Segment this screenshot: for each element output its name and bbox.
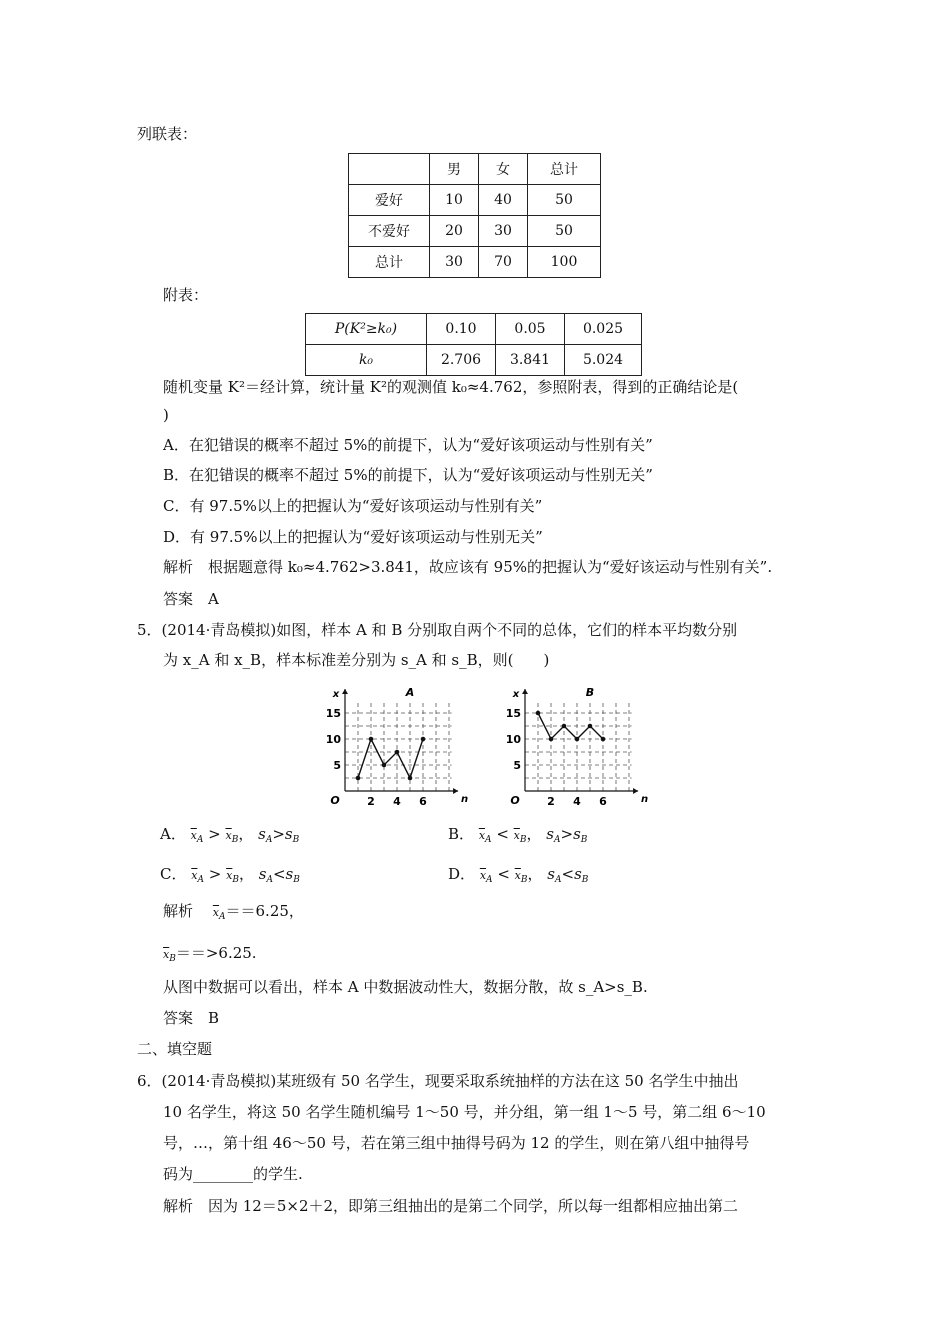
q4-answer: 答案 A — [163, 590, 219, 608]
subscript: A — [265, 835, 273, 845]
q6-line-1: 6．(2014·青岛模拟)某班级有 50 名学生，现要采取系统抽样的方法在这 50 名学生中抽出 — [137, 1072, 739, 1090]
subscript: A — [485, 835, 492, 845]
relation: > — [208, 825, 221, 843]
series-line — [358, 739, 423, 778]
q5-option-d: D． $\overline{x}_A < \overline{x}_B$， $s_A<s_B$ — [448, 865, 589, 885]
subscript: A — [554, 835, 561, 845]
analysis-label: 解析 — [163, 902, 194, 920]
mean-symbol: $\overline{x}$ — [163, 948, 170, 961]
q5-analysis-2 — [163, 943, 257, 969]
section-heading: 二、填空题 — [137, 1040, 213, 1058]
table-cell: 总计 — [528, 154, 601, 185]
q5-option-a: A． $\overline{x}_A > \overline{x}_B$， $s_A>s_B$ — [160, 825, 300, 845]
y-axis-label: x — [512, 689, 520, 700]
chart-title: A — [405, 686, 415, 699]
sd-symbol: s — [258, 865, 267, 883]
mean-symbol: $\overline{x}$ — [226, 869, 233, 882]
sd-symbol: s — [546, 825, 554, 843]
q4-stem-close: ) — [163, 406, 169, 424]
subscript: B — [169, 954, 176, 964]
table-cell: 40 — [479, 185, 528, 216]
x-tick-label: 2 — [367, 795, 375, 808]
table-cell: 0.025 — [565, 314, 642, 345]
y-axis-label: x — [332, 689, 340, 700]
data-point — [395, 750, 400, 755]
table-row — [349, 216, 601, 247]
relation: < — [497, 865, 510, 883]
sd-symbol: s — [574, 865, 582, 883]
data-point — [549, 737, 554, 742]
relation: < — [561, 865, 575, 883]
q5-option-c: C． $\overline{x}_A > \overline{x}_B$， $s_A<s_B$ — [160, 865, 300, 885]
x-axis-arrow — [453, 788, 458, 794]
q5-option-b: B． $\overline{x}_A < \overline{x}_B$， $s_A>s_B$ — [448, 825, 588, 845]
table-cell: 女 — [479, 154, 528, 185]
mean-symbol: $\overline{x}$ — [190, 829, 197, 842]
relation: > — [560, 825, 574, 843]
q4-option-d: D．有 97.5%以上的把握认为“爱好该项运动与性别无关” — [163, 528, 543, 546]
y-tick-label: 10 — [325, 733, 341, 746]
q6-line-4: 码为________的学生. — [163, 1165, 303, 1183]
sd-symbol: s — [258, 825, 266, 843]
option-letter: A． — [160, 825, 186, 843]
subscript: A — [219, 912, 226, 922]
table-cell: 5.024 — [565, 345, 642, 376]
table-row — [306, 345, 642, 376]
appendix-table — [305, 313, 642, 376]
subscript: B — [293, 875, 300, 885]
table-cell: 10 — [430, 185, 479, 216]
table-cell: P(K²≥k₀) — [306, 314, 427, 345]
subscript: A — [266, 875, 273, 885]
x-axis-arrow — [633, 788, 638, 794]
y-tick-label: 10 — [505, 733, 521, 746]
table-cell: 100 — [528, 247, 601, 278]
y-axis-arrow — [342, 689, 348, 694]
mean-symbol: $\overline{x}$ — [191, 869, 198, 882]
subscript: B — [519, 835, 527, 845]
table-cell: 男 — [430, 154, 479, 185]
table-cell: 50 — [528, 185, 601, 216]
origin-label: O — [510, 794, 520, 807]
subscript: A — [196, 835, 204, 845]
data-point — [588, 724, 593, 729]
data-point — [356, 776, 361, 781]
y-axis-arrow — [522, 689, 528, 694]
data-point — [408, 776, 413, 781]
q5-answer: 答案 B — [163, 1009, 220, 1027]
chart-b — [503, 683, 649, 808]
sd-symbol: s — [285, 865, 294, 883]
data-point — [536, 711, 541, 716]
y-tick-label: 5 — [333, 759, 341, 772]
table-cell: 0.10 — [427, 314, 496, 345]
option-letter: B． — [448, 825, 475, 843]
data-point — [575, 737, 580, 742]
subscript: A — [197, 875, 204, 885]
y-tick-label: 15 — [325, 707, 341, 720]
x-axis-label: n — [461, 794, 469, 805]
table-cell: 70 — [479, 247, 528, 278]
table-cell: 爱好 — [349, 185, 430, 216]
y-tick-label: 5 — [513, 759, 521, 772]
data-point — [601, 737, 606, 742]
q5-analysis-1 — [163, 901, 304, 927]
subscript: B — [292, 835, 300, 845]
table-cell: 0.05 — [496, 314, 565, 345]
table-row — [349, 154, 601, 185]
q6-analysis: 解析 因为 12＝5×2＋2，即第三组抽出的是第二个同学，所以每一组都相应抽出第二 — [163, 1197, 739, 1215]
contingency-label: 列联表： — [137, 125, 198, 143]
q4-option-b: B．在犯错误的概率不超过 5%的前提下，认为“爱好该项运动与性别无关” — [163, 466, 653, 484]
table-cell: 50 — [528, 216, 601, 247]
q6-line-3: 号，…，第十组 46～50 号，若在第三组中抽得号码为 12 的学生，则在第八组中抽得号 — [163, 1134, 750, 1152]
relation: < — [496, 825, 509, 843]
option-letter: C． — [160, 865, 187, 883]
data-point — [382, 763, 387, 768]
subscript: B — [580, 835, 588, 845]
mean-symbol: $\overline{x}$ — [514, 869, 521, 882]
mean-symbol: $\overline{x}$ — [225, 829, 232, 842]
sd-symbol: s — [547, 865, 555, 883]
table-row — [349, 247, 601, 278]
x-tick-label: 4 — [573, 795, 581, 808]
table-cell: 20 — [430, 216, 479, 247]
q4-option-a: A．在犯错误的概率不超过 5%的前提下，认为“爱好该项运动与性别有关” — [163, 436, 653, 454]
relation: > — [272, 825, 285, 843]
appendix-label: 附表： — [163, 286, 209, 304]
q4-analysis: 解析 根据题意得 k₀≈4.762>3.841，故应该有 95%的把握认为“爱好该运动与性别有关”. — [163, 558, 773, 576]
y-tick-label: 15 — [505, 707, 521, 720]
table-cell — [349, 154, 430, 185]
relation: < — [272, 865, 286, 883]
table-row — [349, 185, 601, 216]
q5-stem: 5．(2014·青岛模拟)如图，样本 A 和 B 分别取自两个不同的总体，它们的样本平均数分别 — [137, 621, 738, 639]
table-cell: 总计 — [349, 247, 430, 278]
mean-symbol: $\overline{x}$ — [513, 829, 520, 842]
mean-symbol: $\overline{x}$ — [212, 906, 220, 919]
q4-option-c: C．有 97.5%以上的把握认为“爱好该项运动与性别有关” — [163, 497, 543, 515]
q5-stem-2: 为 x_A 和 x_B，样本标准差分别为 s_A 和 s_B，则( ) — [163, 651, 550, 669]
analysis-text: ＝＝6.25， — [225, 902, 304, 920]
table-cell: 30 — [430, 247, 479, 278]
subscript: B — [520, 875, 528, 885]
subscript: B — [581, 875, 589, 885]
chart-title: B — [585, 686, 595, 699]
x-axis-label: n — [641, 794, 649, 805]
subscript: B — [232, 875, 239, 885]
x-tick-label: 6 — [599, 795, 607, 808]
subscript: A — [486, 875, 493, 885]
origin-label: O — [330, 794, 340, 807]
x-tick-label: 2 — [547, 795, 555, 808]
sd-symbol: s — [284, 825, 293, 843]
data-point — [421, 737, 426, 742]
subscript: B — [231, 835, 239, 845]
q6-line-2: 10 名学生，将这 50 名学生随机编号 1～50 号，并分组，第一组 1～5 号，第二组 6～10 — [163, 1103, 766, 1121]
subscript: A — [555, 875, 562, 885]
table-cell: 2.706 — [427, 345, 496, 376]
table-cell: k₀ — [306, 345, 427, 376]
data-point — [369, 737, 374, 742]
chart-a — [323, 683, 469, 808]
sd-symbol: s — [573, 825, 581, 843]
q4-stem: 随机变量 K²＝经计算，统计量 K²的观测值 k₀≈4.762，参照附表，得到的正确结论是( — [163, 378, 739, 396]
contingency-table — [348, 153, 601, 278]
mean-symbol: $\overline{x}$ — [478, 829, 486, 842]
analysis-text: ＝＝>6.25. — [175, 944, 257, 962]
table-row — [306, 314, 642, 345]
table-cell: 不爱好 — [349, 216, 430, 247]
x-tick-label: 6 — [419, 795, 427, 808]
x-tick-label: 4 — [393, 795, 401, 808]
option-letter: D． — [448, 865, 476, 883]
table-cell: 3.841 — [496, 345, 565, 376]
q5-analysis-3: 从图中数据可以看出，样本 A 中数据波动性大，数据分散，故 s_A>s_B. — [163, 978, 648, 996]
mean-symbol: $\overline{x}$ — [479, 869, 487, 882]
table-cell: 30 — [479, 216, 528, 247]
data-point — [562, 724, 567, 729]
relation: > — [208, 865, 222, 883]
